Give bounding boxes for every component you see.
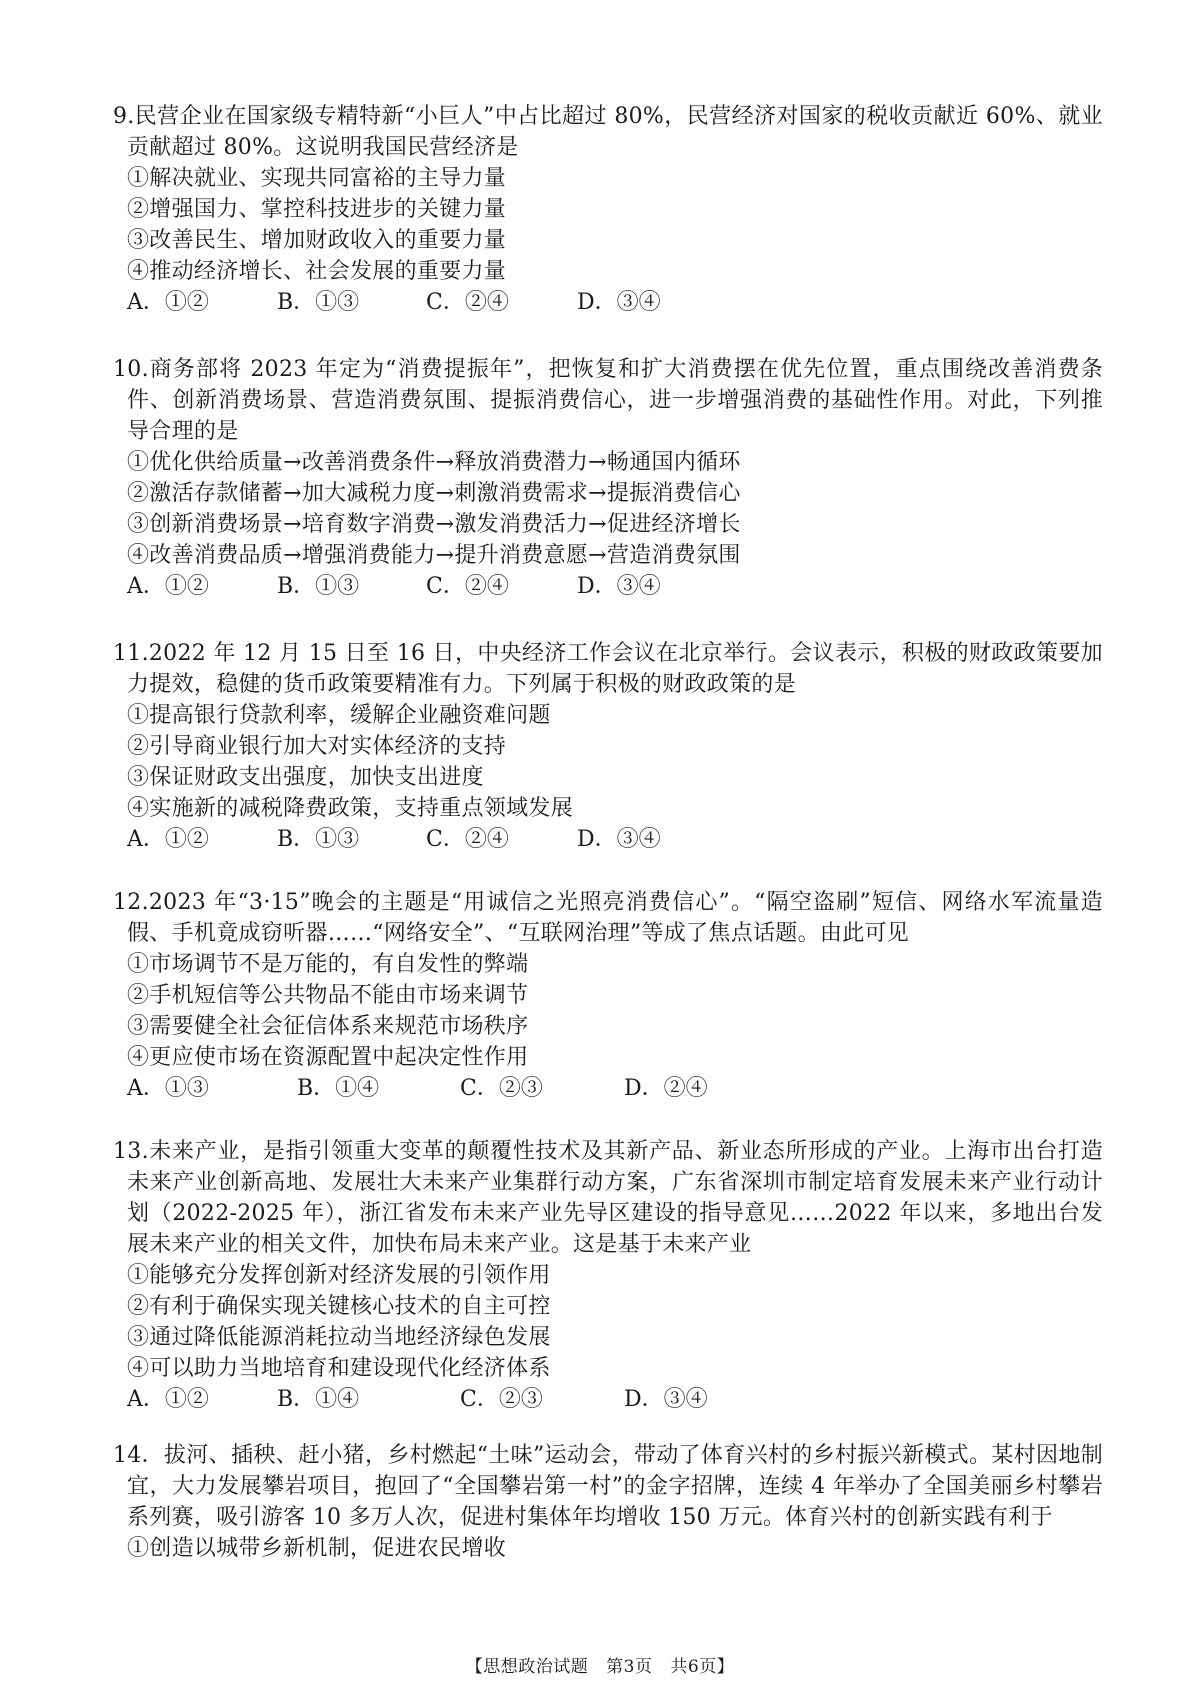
option-2: ②增强国力、掌控科技进步的关键力量 bbox=[127, 197, 507, 222]
option-4: ④推动经济增长、社会发展的重要力量 bbox=[127, 259, 507, 284]
option-1: ①市场调节不是万能的，有自发性的弊端 bbox=[127, 952, 529, 977]
footer-page-number: 第3页 bbox=[606, 1657, 653, 1677]
page-footer bbox=[0, 1652, 1200, 1677]
option-1: ①提高银行贷款利率，缓解企业融资难问题 bbox=[127, 703, 551, 728]
answer-a: A．①② bbox=[127, 574, 209, 599]
question-11 bbox=[113, 638, 1103, 855]
option-3: ③改善民生、增加财政收入的重要力量 bbox=[127, 228, 507, 253]
question-stem: 11.2022 年 12 月 15 日至 16 日，中央经济工作会议在北京举行。会议表示，积极的财政政策要加力提效，稳健的货币政策要精准有力。下列属于积极的财政政策的是 bbox=[113, 641, 1103, 697]
question-14 bbox=[113, 1440, 1103, 1564]
option-1: ①能够充分发挥创新对经济发展的引领作用 bbox=[127, 1263, 551, 1288]
option-2: ②有利于确保实现关键核心技术的自主可控 bbox=[127, 1294, 551, 1319]
answer-a: A．①② bbox=[127, 827, 209, 852]
option-4: ④更应使市场在资源配置中起决定性作用 bbox=[127, 1045, 529, 1070]
question-stem: 13.未来产业，是指引领重大变革的颠覆性技术及其新产品、新业态所形成的产业。上海市出台打造未来产业创新高地、发展壮大未来产业集群行动方案，广东省深圳市制定培育发展未来产业行动计划（2022-2025 年），浙江省发布未来产业先导区建设的指导意见……2022 年以来，多地出台发展未来产业的相关文件，加快布局未来产业。这是基于未来产业 bbox=[113, 1139, 1103, 1257]
option-2: ②激活存款储蓄→加大减税力度→刺激消费需求→提振消费信心 bbox=[127, 481, 741, 506]
answer-choices bbox=[113, 287, 1103, 318]
answer-b: B．①③ bbox=[277, 290, 360, 315]
answer-d: D．③④ bbox=[577, 827, 661, 852]
question-stem: 10.商务部将 2023 年定为“消费提振年”，把恢复和扩大消费摆在优先位置，重点围绕改善消费条件、创新消费场景、营造消费氛围、提振消费信心，进一步增强消费的基础性作用。对此，下列推导合理的是 bbox=[113, 357, 1103, 444]
question-13 bbox=[113, 1136, 1103, 1415]
option-2: ②手机短信等公共物品不能由市场来调节 bbox=[127, 983, 529, 1008]
option-4: ④实施新的减税降费政策，支持重点领域发展 bbox=[127, 796, 574, 821]
answer-choices bbox=[113, 1073, 1103, 1104]
option-3: ③需要健全社会征信体系来规范市场秩序 bbox=[127, 1014, 529, 1039]
option-3: ③创新消费场景→培育数字消费→激发消费活力→促进经济增长 bbox=[127, 512, 741, 537]
answer-b: B．①③ bbox=[277, 827, 360, 852]
option-2: ②引导商业银行加大对实体经济的支持 bbox=[127, 734, 507, 759]
option-1: ①解决就业、实现共同富裕的主导力量 bbox=[127, 166, 507, 191]
answer-c: C．②④ bbox=[426, 827, 509, 852]
footer-subject: 【思想政治试题 bbox=[465, 1657, 589, 1677]
option-1: ①创造以城带乡新机制，促进农民增收 bbox=[127, 1536, 507, 1561]
answer-c: C．②④ bbox=[426, 574, 509, 599]
question-stem: 12.2023 年“3·15”晚会的主题是“用诚信之光照亮消费信心”。“隔空盗刷”短信、网络水军流量造假、手机竟成窃听器……“网络安全”、“互联网治理”等成了焦点话题。由此可见 bbox=[113, 890, 1103, 946]
option-4: ④改善消费品质→增强消费能力→提升消费意愿→营造消费氛围 bbox=[127, 543, 741, 568]
answer-c: C．②④ bbox=[426, 290, 509, 315]
option-1: ①优化供给质量→改善消费条件→释放消费潜力→畅通国内循环 bbox=[127, 450, 741, 475]
answer-a: A．①③ bbox=[127, 1076, 209, 1101]
answer-choices bbox=[113, 1384, 1103, 1415]
answer-d: D．③④ bbox=[577, 574, 661, 599]
footer-total-pages: 共6页】 bbox=[670, 1657, 735, 1677]
answer-c: C．②③ bbox=[460, 1387, 543, 1412]
option-3: ③通过降低能源消耗拉动当地经济绿色发展 bbox=[127, 1325, 551, 1350]
question-stem: 9.民营企业在国家级专精特新“小巨人”中占比超过 80%，民营经济对国家的税收贡献近 60%、就业贡献超过 80%。这说明我国民营经济是 bbox=[113, 104, 1103, 160]
question-12 bbox=[113, 887, 1103, 1104]
answer-d: D．③④ bbox=[577, 290, 661, 315]
answer-a: A．①② bbox=[127, 290, 209, 315]
answer-b: B．①③ bbox=[277, 574, 360, 599]
question-9 bbox=[113, 101, 1103, 318]
answer-d: D．②④ bbox=[624, 1076, 708, 1101]
option-3: ③保证财政支出强度，加快支出进度 bbox=[127, 765, 484, 790]
answer-b: B．①④ bbox=[277, 1387, 360, 1412]
question-10 bbox=[113, 354, 1103, 602]
answer-d: D．③④ bbox=[624, 1387, 708, 1412]
answer-c: C．②③ bbox=[460, 1076, 543, 1101]
option-4: ④可以助力当地培育和建设现代化经济体系 bbox=[127, 1356, 551, 1381]
answer-b: B．①④ bbox=[297, 1076, 380, 1101]
answer-choices bbox=[113, 571, 1103, 602]
answer-a: A．①② bbox=[127, 1387, 209, 1412]
question-stem: 14．拔河、插秧、赶小猪，乡村燃起“土味”运动会，带动了体育兴村的乡村振兴新模式。某村因地制宜，大力发展攀岩项目，抱回了“全国攀岩第一村”的金字招牌，连续 4 年举办了全国美丽乡村攀岩系列赛，吸引游客 10 多万人次，促进村集体年均增收 150 万元。体育兴村的创新实践有利于 bbox=[113, 1443, 1103, 1530]
answer-choices bbox=[113, 824, 1103, 855]
